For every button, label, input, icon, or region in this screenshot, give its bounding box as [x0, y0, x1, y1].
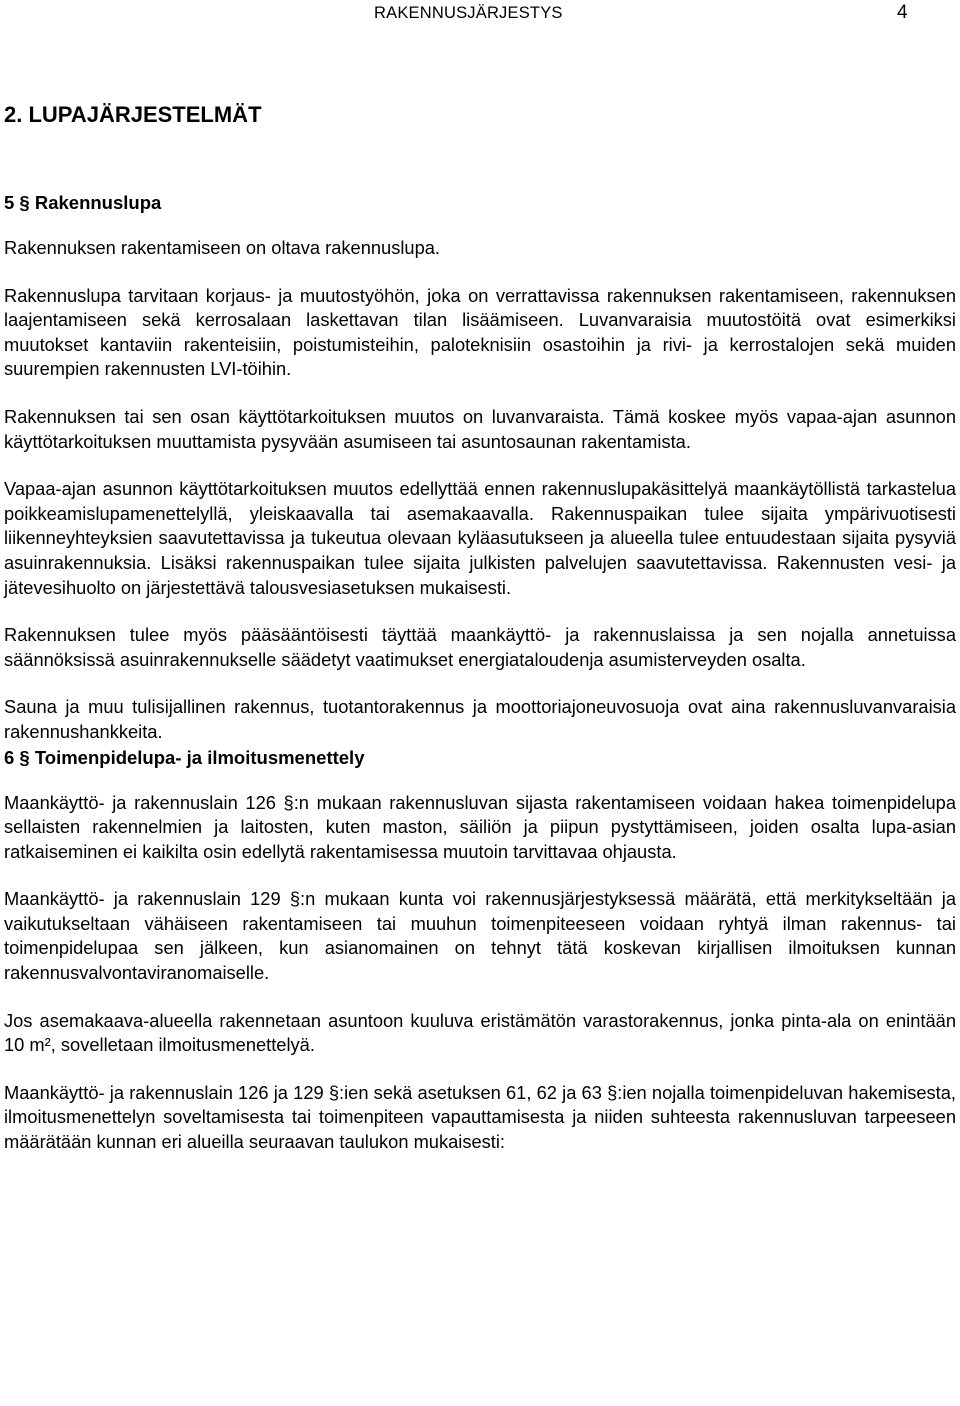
section-6-title: 6 § Toimenpidelupa- ja ilmoitusmenettely: [4, 746, 365, 768]
section-5-paragraph: Sauna ja muu tulisijallinen rakennus, tuotantorakennus ja moottoriajoneuvosuoja ovat aina rakennusluvanvaraisia rakennushankkeita.: [4, 696, 956, 742]
section-6-paragraph: Maankäyttö- ja rakennuslain 126 §:n mukaan rakennusluvan sijasta rakentamiseen voidaan hakea toimenpidelupa sellaisten rakennelmien ja laitosten, kuten maston, säiliön ja piipun pystyttämiseen, joiden osalta lupa-asian ratkaiseminen ei kaikilta osin edellytä rakentamisessa muutoin tarvittavaa ohjausta.: [4, 791, 956, 862]
section-6-paragraph: Maankäyttö- ja rakennuslain 129 §:n mukaan kunta voi rakennusjärjestyksessä määrätä, että merkitykseltään ja vaikutukseltaan vähäiseen rakentamiseen tai muuhun toimenpiteeseen voidaan ryhtyä ilman rakennus- tai toimenpidelupaa sen jälkeen, kun asianomainen on tehnyt tätä koskevan kirjallisen ilmoituksen kunnan rakennusvalvontaviranomaiselle.: [4, 888, 956, 984]
section-5-paragraph: Rakennuksen tai sen osan käyttötarkoituksen muutos on luvanvaraista. Tämä koskee myös vapaa-ajan asunnon käyttötarkoituksen muuttamista pysyvään asumiseen tai asuntosaunan rakentamista.: [4, 405, 956, 452]
section-5-title: 5 § Rakennuslupa: [4, 192, 162, 213]
section-5-paragraph: Rakennuslupa tarvitaan korjaus- ja muutostyöhön, joka on verrattavissa rakennuksen rakentamiseen, rakennuksen laajentamiseen sekä kerrosalaan laskettavan tilan lisäämiseen. Luvanvaraisia muutostöitä ovat esimerkiksi muutokset kantaviin rakenteisiin, poistumisteihin, paloteknisiin osastoihin ja rivi- ja kerrostalojen sekä muiden suurempien rakennusten LVI-töihin.: [4, 284, 956, 380]
section-6-paragraph: Maankäyttö- ja rakennuslain 126 ja 129 §:ien sekä asetuksen 61, 62 ja 63 §:ien nojalla toimenpideluvan hakemisesta, ilmoitusmenettelyn soveltamisesta tai toimenpiteen vapauttamisesta ja niiden suhteesta rakennusluvan tarpeeseen määrätään kunnan eri alueilla seuraavan taulukon mukaisesti:: [4, 1081, 956, 1153]
section-6-paragraph: Jos asemakaava-alueella rakennetaan asuntoon kuuluva eristämätön varastorakennus, jonka pinta-ala on enintään 10 m², sovelletaan ilmoitusmenettelyä.: [4, 1009, 956, 1056]
page-number: 4: [897, 2, 908, 23]
chapter-title: 2. LUPAJÄRJESTELMÄT: [4, 102, 262, 127]
header-title: RAKENNUSJÄRJESTYS: [374, 4, 563, 22]
section-5-paragraph: Vapaa-ajan asunnon käyttötarkoituksen muutos edellyttää ennen rakennuslupakäsittelyä maankäytöllistä tarkastelua poikkeamislupamenettelyllä, yleiskaavalla tai asemakaavalla. Rakennuspaikan tulee sijaita ympärivuotisesti liikenneyhteyksien saavutettavissa ja tukeutua olevaan kyläasutukseen ja alueella tulee entuudestaan sijaita pysyviä asuinrakennuksia. Lisäksi rakennuspaikan tulee sijaita julkisten palvelujen saavutettavissa. Rakennusten vesi- ja jätevesihuolto on järjestettävä talousvesiasetuksen mukaisesti.: [4, 478, 956, 598]
running-header: [4, 3, 956, 25]
section-5-paragraph: Rakennuksen rakentamiseen on oltava rakennuslupa.: [4, 237, 440, 258]
document-body: [4, 100, 956, 1155]
section-5-paragraph: Rakennuksen tulee myös pääsääntöisesti täyttää maankäyttö- ja rakennuslaissa ja sen nojalla annetuissa säännöksissä asuinrakennukselle säädetyt vaatimukset energiataloudenja asumisterveyden osalta.: [4, 624, 956, 670]
